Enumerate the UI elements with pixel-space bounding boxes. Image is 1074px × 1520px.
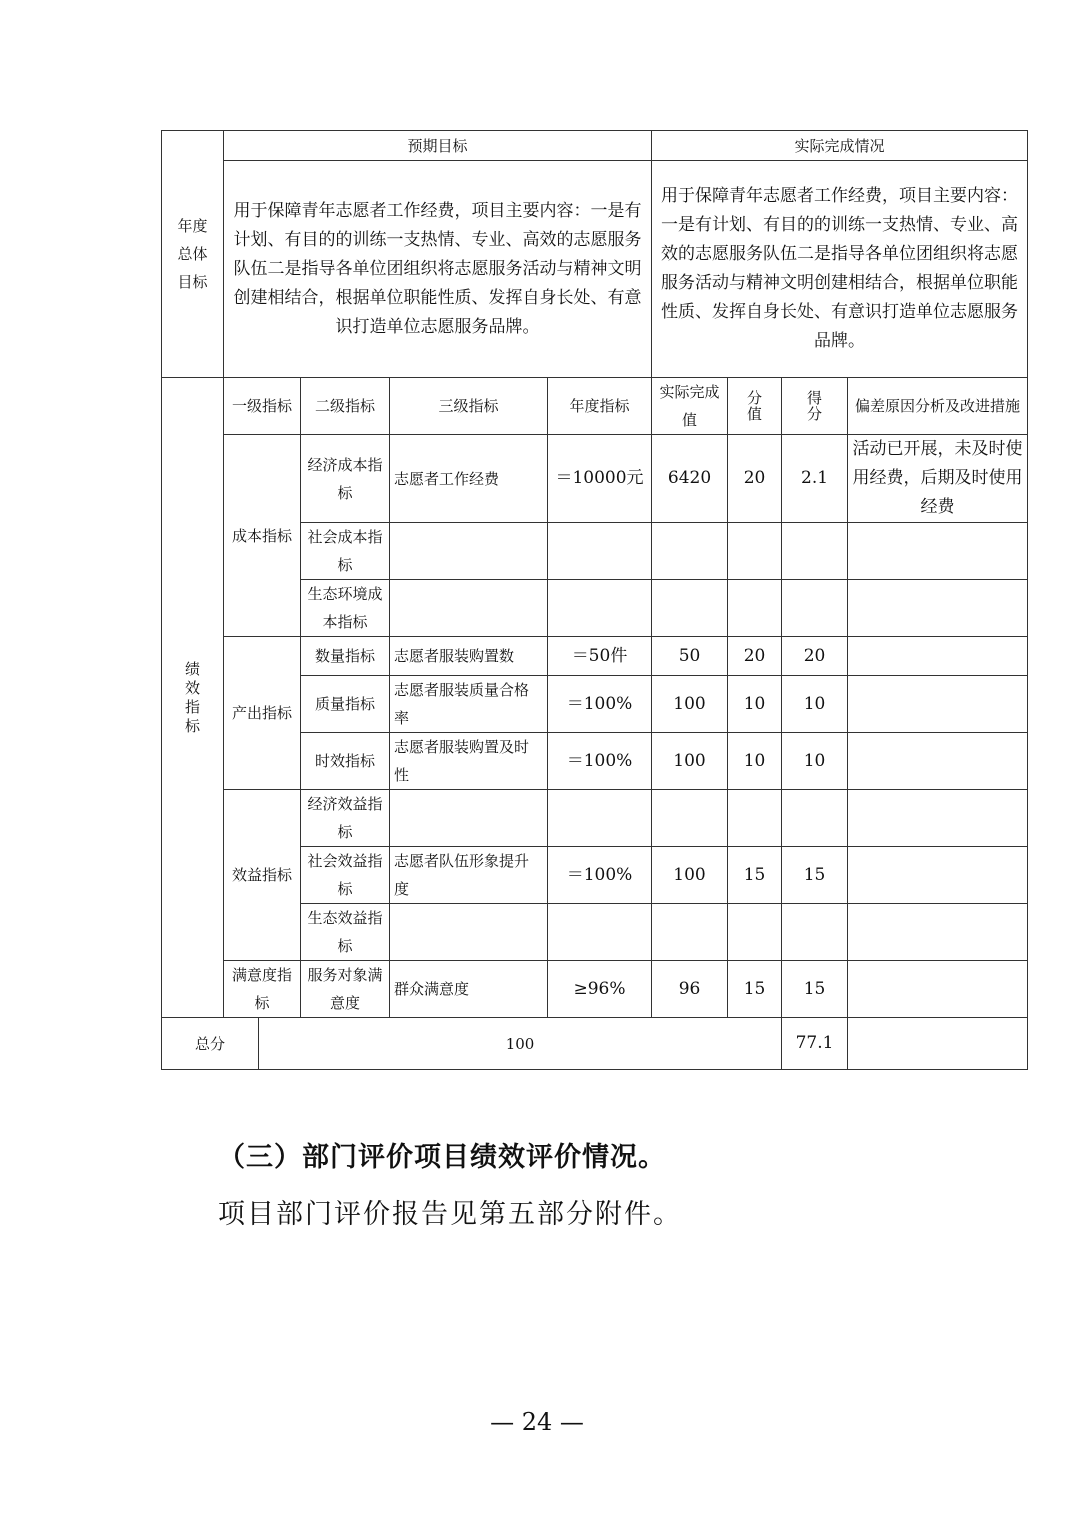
cell-actual: 50	[652, 637, 728, 676]
cell-score: 15	[782, 961, 848, 1018]
cell-level2: 社会成本指标	[301, 523, 390, 580]
cell-level2: 社会效益指标	[301, 847, 390, 904]
cell-reason	[848, 580, 1028, 637]
cell-score	[782, 904, 848, 961]
cell-points: 15	[728, 847, 782, 904]
cell-score	[782, 790, 848, 847]
cell-reason	[848, 961, 1028, 1018]
total-points: 100	[259, 1018, 782, 1070]
cell-actual	[652, 580, 728, 637]
col-score: 得分	[782, 378, 848, 435]
group-benefit: 效益指标	[224, 790, 301, 961]
col-level3: 三级指标	[390, 378, 548, 435]
group-satisfaction: 满意度指标	[224, 961, 301, 1018]
cell-annual	[548, 523, 652, 580]
cell-level3	[390, 580, 548, 637]
cell-score: 10	[782, 733, 848, 790]
cell-actual: 6420	[652, 435, 728, 523]
cell-reason	[848, 523, 1028, 580]
cell-level3	[390, 790, 548, 847]
table-row	[162, 790, 1028, 847]
cell-reason	[848, 676, 1028, 733]
total-score: 77.1	[782, 1018, 848, 1070]
performance-table	[161, 130, 1028, 1070]
cell-level3	[390, 523, 548, 580]
cell-reason	[848, 790, 1028, 847]
cell-level2: 数量指标	[301, 637, 390, 676]
cell-points: 20	[728, 637, 782, 676]
cell-points	[728, 904, 782, 961]
cell-level2: 经济成本指标	[301, 435, 390, 523]
actual-goal-text: 用于保障青年志愿者工作经费，项目主要内容：一是有计划、有目的的训练一支热情、专业、高效的志愿服务队伍二是指导各单位团组织将志愿服务活动与精神文明创建相结合，根据单位职能性质、发挥自身长处、有意识打造单位志愿服务品牌。	[652, 161, 1028, 378]
expected-goal-text: 用于保障青年志愿者工作经费，项目主要内容：一是有计划、有目的的训练一支热情、专业、高效的志愿服务队伍二是指导各单位团组织将志愿服务活动与精神文明创建相结合，根据单位职能性质、发挥自身长处、有意识打造单位志愿服务品牌。	[224, 161, 652, 378]
cell-annual: ＝50件	[548, 637, 652, 676]
actual-goal-header: 实际完成情况	[652, 131, 1028, 161]
section-heading: （三）部门评价项目绩效评价情况。	[218, 1142, 666, 1173]
cell-reason	[848, 637, 1028, 676]
table-row	[162, 637, 1028, 676]
cell-level2: 生态效益指标	[301, 904, 390, 961]
cell-points	[728, 790, 782, 847]
col-level1: 一级指标	[224, 378, 301, 435]
cell-reason: 活动已开展，未及时使用经费，后期及时使用经费	[848, 435, 1028, 523]
cell-points: 10	[728, 733, 782, 790]
cell-level2: 服务对象满意度	[301, 961, 390, 1018]
section-text: 项目部门评价报告见第五部分附件。	[218, 1199, 682, 1230]
page-number: — 24 —	[490, 1408, 584, 1436]
perf-indicator-label: 绩效指标	[162, 378, 224, 1018]
cell-score: 20	[782, 637, 848, 676]
col-actual: 实际完成值	[652, 378, 728, 435]
table-row	[162, 435, 1028, 523]
cell-level2: 时效指标	[301, 733, 390, 790]
cell-actual	[652, 790, 728, 847]
cell-level3: 志愿者服装购置及时性	[390, 733, 548, 790]
cell-level3: 群众满意度	[390, 961, 548, 1018]
col-reason: 偏差原因分析及改进措施	[848, 378, 1028, 435]
cell-level3: 志愿者服装购置数	[390, 637, 548, 676]
cell-points	[728, 580, 782, 637]
cell-annual: ＝10000元	[548, 435, 652, 523]
cell-level3: 志愿者队伍形象提升度	[390, 847, 548, 904]
cell-actual: 100	[652, 733, 728, 790]
cell-annual	[548, 580, 652, 637]
cell-actual	[652, 523, 728, 580]
cell-points	[728, 523, 782, 580]
cell-level3	[390, 904, 548, 961]
cell-score: 15	[782, 847, 848, 904]
cell-actual	[652, 904, 728, 961]
cell-annual: ≥96%	[548, 961, 652, 1018]
col-annual: 年度指标	[548, 378, 652, 435]
cell-level3: 志愿者服装质量合格率	[390, 676, 548, 733]
cell-level2: 经济效益指标	[301, 790, 390, 847]
total-reason	[848, 1018, 1028, 1070]
cell-annual	[548, 904, 652, 961]
cell-actual: 100	[652, 847, 728, 904]
col-points: 分值	[728, 378, 782, 435]
annual-goal-label: 年度总体目标	[162, 131, 224, 378]
table-row	[162, 961, 1028, 1018]
cell-actual: 96	[652, 961, 728, 1018]
cell-annual	[548, 790, 652, 847]
col-level2: 二级指标	[301, 378, 390, 435]
cell-actual: 100	[652, 676, 728, 733]
cell-annual: ＝100%	[548, 847, 652, 904]
cell-score	[782, 580, 848, 637]
total-label: 总分	[162, 1018, 259, 1070]
cell-annual: ＝100%	[548, 733, 652, 790]
cell-reason	[848, 733, 1028, 790]
cell-annual: ＝100%	[548, 676, 652, 733]
group-cost: 成本指标	[224, 435, 301, 637]
cell-score: 10	[782, 676, 848, 733]
cell-level3: 志愿者工作经费	[390, 435, 548, 523]
group-output: 产出指标	[224, 637, 301, 790]
cell-points: 10	[728, 676, 782, 733]
cell-reason	[848, 847, 1028, 904]
cell-points: 15	[728, 961, 782, 1018]
total-row	[162, 1018, 1028, 1070]
cell-score: 2.1	[782, 435, 848, 523]
cell-level2: 生态环境成本指标	[301, 580, 390, 637]
cell-score	[782, 523, 848, 580]
cell-reason	[848, 904, 1028, 961]
cell-level2: 质量指标	[301, 676, 390, 733]
cell-points: 20	[728, 435, 782, 523]
expected-goal-header: 预期目标	[224, 131, 652, 161]
